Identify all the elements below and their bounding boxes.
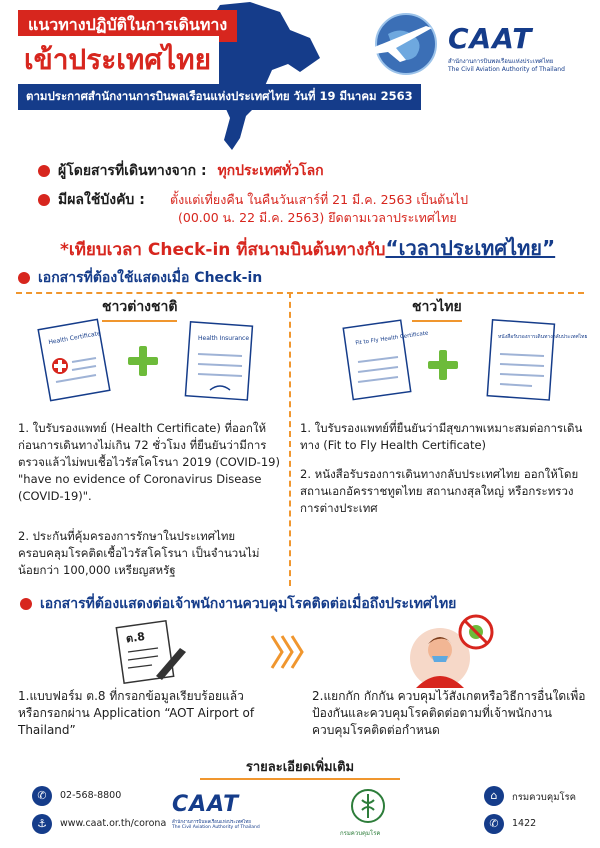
form-label: ต.8 [125, 629, 146, 646]
ddc-logo-label: กรมควบคุมโรค [340, 830, 381, 837]
home-icon: ⌂ [484, 786, 504, 806]
dashed-divider [16, 292, 584, 294]
column-divider [289, 292, 291, 586]
plus-icon [428, 350, 458, 380]
header [0, 0, 600, 150]
caat-wordmark: CAAT [448, 22, 533, 55]
checkin-note-highlight: “เวลาประเทศไทย” [385, 236, 556, 260]
section2-title: เอกสารที่ต้องแสดงต่อเจ้าพนักงานควบคุมโรคติดต่อเมื่อถึงประเทศไทย [40, 596, 457, 612]
from-label: ผู้โดยสารที่เดินทางจาก : [58, 163, 207, 179]
arrow-right-icon [270, 632, 304, 672]
thais-heading: ชาวไทย [412, 296, 462, 322]
effective-line1: ตั้งแต่เที่ยงคืน ในคืนวันเสาร์ที่ 21 มี.ค. 2563 เป็นต้นไป [170, 192, 469, 207]
info-from-row [58, 160, 324, 182]
phone-icon: ✆ [32, 786, 52, 806]
bullet-icon [20, 598, 32, 610]
ddc-logo [350, 788, 386, 824]
effective-line2: (00.00 น. 22 มี.ค. 2563) ยึดตามเวลาประเทศไทย [178, 210, 457, 225]
form-t8-icon [110, 618, 200, 682]
thais-item2: 2. หนังสือรับรองการเดินทางกลับประเทศไทย ออกให้โดยสถานเอกอัครราชทูตไทย สถานกงสุลใหญ่ หรือกระทรวงการต่างประเทศ [300, 467, 579, 515]
thais-item1: 1. ใบรับรองแพทย์ที่ยืนยันว่ามีสุขภาพเหมาะสมต่อการเดินทาง (Fit to Fly Health Certificate) [300, 421, 583, 452]
hotline-number: 1422 [512, 818, 537, 829]
section1-title: เอกสารที่ต้องใช้แสดงเมื่อ Check-in [38, 270, 263, 286]
header-tagline: แนวทางปฏิบัติในการเดินทาง [18, 10, 237, 42]
globe-plane-icon [366, 4, 446, 84]
caat-wordmark: CAAT [172, 792, 240, 817]
website-link[interactable]: www.caat.or.th/corona [60, 818, 167, 829]
caat-logo [448, 22, 588, 73]
doc-label: Fit to Fly Health Certificate [355, 330, 429, 347]
quarantine-person-icon [406, 612, 498, 692]
phone-icon: ✆ [484, 814, 504, 834]
caat-name-english: The Civil Aviation Authority of Thailand [448, 66, 565, 73]
health-insurance-doc-icon [180, 320, 260, 402]
web-icon: ⚓ [32, 814, 52, 834]
phone-number: 02-568-8800 [60, 790, 122, 801]
section2-item2: 2.แยกกัก กักกัน ควบคุมไว้สังเกตหรือวิธีการอื่นใดเพื่อป้องกันและควบคุมโรคติดต่อตามที่เจ้าพนักงานควบคุมโรคติดต่อกำหนด [312, 689, 586, 737]
caat-name-thai: สำนักงานการบินพลเรือนแห่งประเทศไทย [172, 820, 251, 825]
checkin-note [60, 232, 555, 264]
foreigners-item1: 1. ใบรับรองแพทย์ (Health Certificate) ที่ออกให้ก่อนการเดินทางไม่เกิน 72 ชั่วโมง ที่ยืนยันว่ามีการตรวจแล้วไม่พบเชื้อไวรัสโคโรนา 2019 (COVID-19) "have no evidence of Coronavirus Disease (COVID-19)". [18, 421, 280, 503]
header-subtitle: ตามประกาศสำนักงานการบินพลเรือนแห่งประเทศไทย วันที่ 19 มีนาคม 2563 [18, 84, 421, 110]
checkin-note-prefix: *เทียบเวลา Check-in ที่สนามบินต้นทางกับ [60, 240, 386, 260]
bullet-icon [38, 165, 50, 177]
from-value: ทุกประเทศทั่วโลก [217, 163, 324, 179]
foreigners-item2: 2. ประกันที่คุ้มครองการรักษาในประเทศไทย ครอบคลุมโรคติดเชื้อไวรัสโคโรนา เป็นจำนวนไม่น้อยกว่า 100,000 เหรียญสหรัฐ [18, 529, 260, 577]
page-title: เข้าประเทศไทย [18, 36, 219, 88]
doc-label: Health Certificate [47, 330, 102, 347]
more-info-underline [200, 778, 400, 780]
doc-label: หนังสือรับรองการเดินทางกลับประเทศไทย [498, 334, 588, 340]
foreigners-heading: ชาวต่างชาติ [102, 296, 177, 322]
ddc-name: กรมควบคุมโรค [512, 792, 577, 803]
caat-name-thai: สำนักงานการบินพลเรือนแห่งประเทศไทย [448, 58, 554, 65]
fit-to-fly-doc-icon [342, 322, 429, 400]
bullet-icon [18, 272, 30, 284]
more-info-title: รายละเอียดเพิ่มเติม [245, 760, 355, 775]
caat-logo-footer [172, 792, 292, 830]
section2-item1: 1.แบบฟอร์ม ต.8 ที่กรอกข้อมูลเรียบร้อยแล้ว หรือกรอกผ่าน Application “AOT Airport of Thailand” [18, 689, 255, 737]
bullet-icon [38, 194, 50, 206]
health-certificate-doc-icon [40, 322, 112, 400]
plus-icon [128, 346, 158, 376]
doc-label: Health Insurance [198, 335, 250, 342]
caat-name-english: The Civil Aviation Authority of Thailand [172, 825, 260, 830]
effective-label: มีผลใช้บังคับ : [58, 192, 145, 208]
return-certificate-doc-icon [482, 318, 588, 402]
